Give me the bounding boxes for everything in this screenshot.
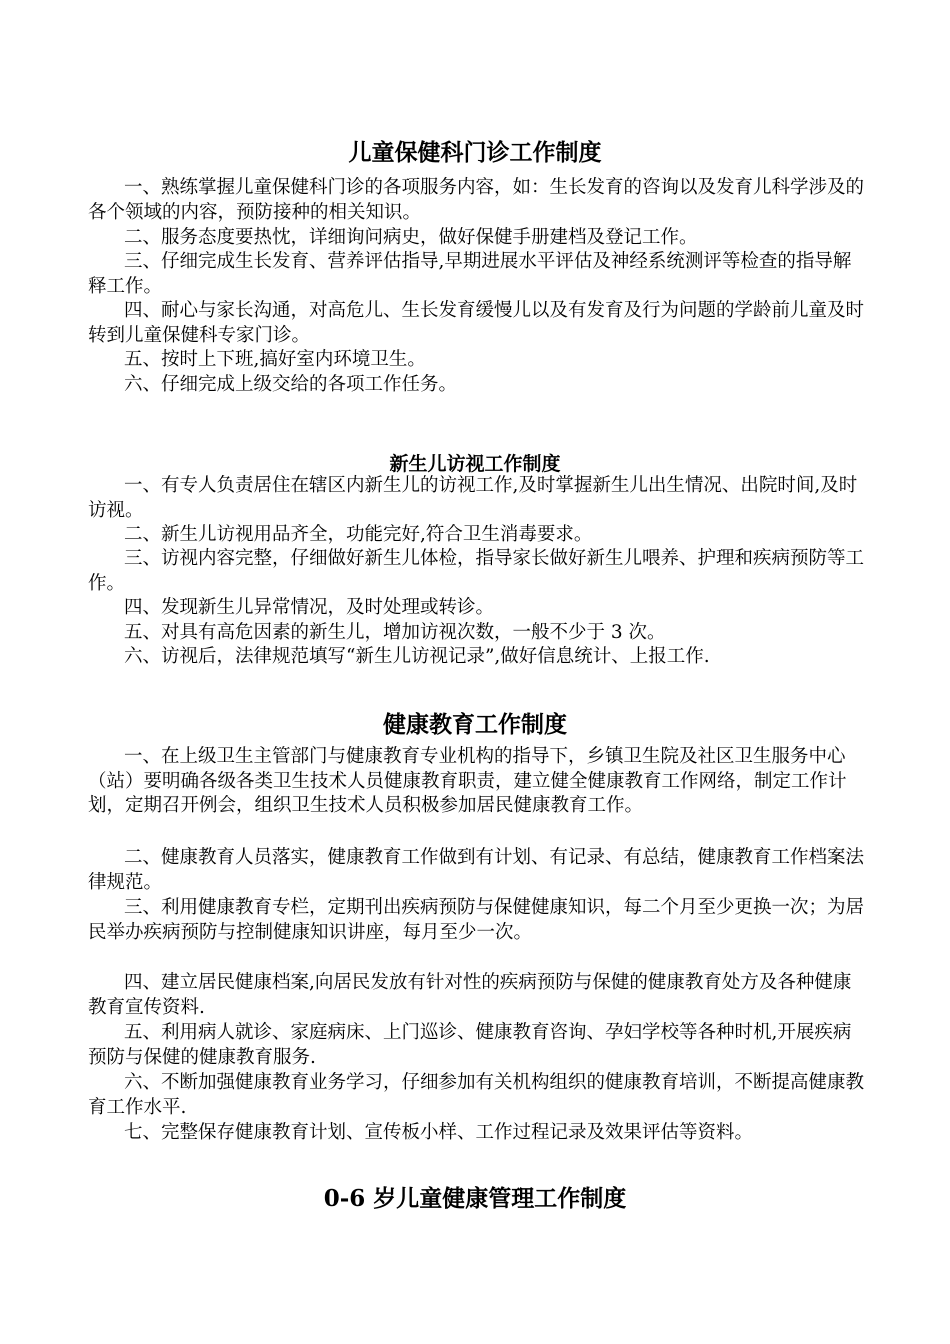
section-title-child-health-management: 0-6 岁儿童健康管理工作制度 xyxy=(323,1185,627,1212)
paragraph: 三、访视内容完整，仔细做好新生儿体检，指导家长做好新生儿喂养、护理和疾病预防等工作。 xyxy=(88,548,865,594)
paragraph: 七、完整保存健康教育计划、宣传板小样、工作过程记录及效果评估等资料。 xyxy=(124,1122,754,1143)
section-title-child-clinic: 儿童保健科门诊工作制度 xyxy=(348,139,602,166)
section-title-newborn-visit: 新生儿访视工作制度 xyxy=(389,453,561,475)
paragraph: 五、对具有高危因素的新生儿，增加访视次数，一般不少于 3 次。 xyxy=(124,622,666,643)
paragraph: 五、利用病人就诊、家庭病床、上门巡诊、健康教育咨询、孕妇学校等各种时机,开展疾病预防与保健的健康教育服务. xyxy=(88,1022,852,1068)
paragraph: 五、按时上下班,搞好室内环境卫生。 xyxy=(124,349,426,370)
paragraph: 二、服务态度要热忱，详细询问病史，做好保健手册建档及登记工作。 xyxy=(124,227,698,248)
paragraph: 四、耐心与家长沟通，对高危儿、生长发育缓慢儿以及有发育及行为问题的学龄前儿童及时转到儿童保健科专家门诊。 xyxy=(88,300,865,346)
paragraph: 二、健康教育人员落实，健康教育工作做到有计划、有记录、有总结，健康教育工作档案法律规范。 xyxy=(88,847,865,893)
paragraph: 一、有专人负责居住在辖区内新生儿的访视工作,及时掌握新生儿出生情况、出院时间,及时访视。 xyxy=(88,475,858,521)
paragraph: 二、新生儿访视用品齐全，功能完好,符合卫生消毒要求。 xyxy=(124,524,593,545)
paragraph: 一、在上级卫生主管部门与健康教育专业机构的指导下，乡镇卫生院及社区卫生服务中心（站）要明确各级各类卫生技术人员健康教育职责，建立健全健康教育工作网络，制定工作计划，定期召开例会，组织卫生技术人员积极参加居民健康教育工作。 xyxy=(88,746,847,816)
paragraph: 一、熟练掌握儿童保健科门诊的各项服务内容，如：生长发育的咨询以及发育儿科学涉及的各个领域的内容，预防接种的相关知识。 xyxy=(88,177,865,223)
paragraph: 四、建立居民健康档案,向居民发放有针对性的疾病预防与保健的健康教育处方及各种健康教育宣传资料. xyxy=(88,972,852,1018)
paragraph: 六、访视后，法律规范填写“新生儿访视记录”,做好信息统计、上报工作. xyxy=(124,646,710,667)
paragraph: 六、不断加强健康教育业务学习，仔细参加有关机构组织的健康教育培训，不断提高健康教育工作水平. xyxy=(88,1072,865,1118)
paragraph: 三、仔细完成生长发育、营养评估指导,早期进展水平评估及神经系统测评等检查的指导解释工作。 xyxy=(88,251,852,297)
section-title-health-education: 健康教育工作制度 xyxy=(383,711,567,738)
paragraph: 四、发现新生儿异常情况，及时处理或转诊。 xyxy=(124,597,495,618)
paragraph: 六、仔细完成上级交给的各项工作任务。 xyxy=(124,374,458,395)
paragraph: 三、利用健康教育专栏，定期刊出疾病预防与保健健康知识，每二个月至少更换一次；为居民举办疾病预防与控制健康知识讲座，每月至少一次。 xyxy=(88,897,865,943)
